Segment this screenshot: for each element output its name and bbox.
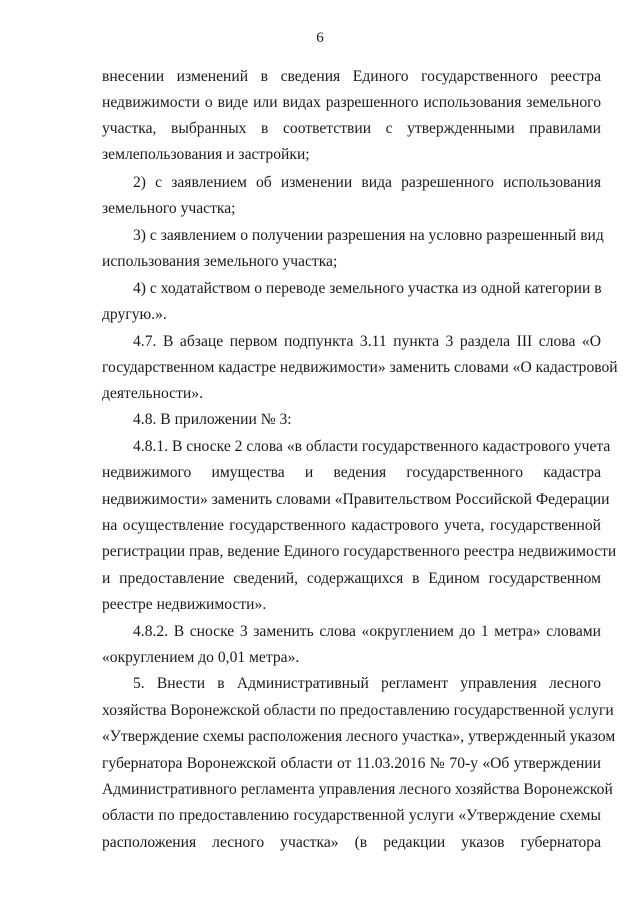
text-line: государственном кадастре недвижимости» заменить словами «О кадастровой (102, 359, 618, 376)
text-line: на осуществление государственного кадастрового учета, государственной (102, 517, 601, 534)
text-line: хозяйства Воронежской области по предоставлению государственной услуги (102, 702, 614, 719)
text-line: недвижимости» заменить словами «Правительством Российской Федерации (102, 491, 610, 508)
text-line: использования земельного участка; (102, 253, 338, 270)
text-line: деятельности». (102, 385, 203, 402)
page-number: 6 (316, 30, 324, 46)
text-line: 4.8. В приложении № 3: (133, 411, 292, 428)
text-line: 5. Внести в Административный регламент управления лесного (133, 675, 601, 692)
text-line: реестре недвижимости». (102, 596, 267, 613)
text-line: расположения лесного участка» (в редакции указов губернатора (102, 834, 601, 851)
text-line: «Утверждение схемы расположения лесного участка», утвержденный указом (102, 728, 616, 745)
text-line: участка, выбранных в соответствии с утвержденными правилами (102, 120, 601, 137)
text-line: 4.8.1. В сноске 2 слова «в области государственного кадастрового учета (133, 438, 611, 455)
text-line: и предоставление сведений, содержащихся в Едином государственном (102, 570, 601, 587)
text-line: Административного регламента управления лесного хозяйства Воронежской (102, 781, 613, 798)
text-line: другую.». (102, 306, 167, 323)
text-line: недвижимого имущества и ведения государственного кадастра (102, 464, 601, 481)
text-line: «округлением до 0,01 метра». (102, 649, 300, 666)
text-line: 3) с заявлением о получении разрешения на условно разрешенный вид (133, 227, 604, 244)
text-line: 2) с заявлением об изменении вида разрешенного использования (133, 174, 601, 191)
text-line: губернатора Воронежской области от 11.03.2016 № 70-у «Об утверждении (102, 755, 601, 772)
text-line: 4.7. В абзаце первом подпункта 3.11 пункта 3 раздела III слова «О (133, 333, 601, 350)
text-line: области по предоставлению государственной услуги «Утверждение схемы (102, 807, 601, 824)
text-line: регистрации прав, ведение Единого государственного реестра недвижимости (102, 543, 617, 560)
text-line: земельного участка; (102, 200, 236, 217)
text-line: внесении изменений в сведения Единого государственного реестра (102, 68, 601, 85)
text-line: 4.8.2. В сноске 3 заменить слова «округлением до 1 метра» словами (133, 623, 601, 640)
text-line: недвижимости о виде или видах разрешенного использования земельного (102, 94, 601, 111)
text-line: землепользования и застройки; (102, 146, 310, 163)
text-line: 4) с ходатайством о переводе земельного участка из одной категории в (133, 280, 602, 297)
